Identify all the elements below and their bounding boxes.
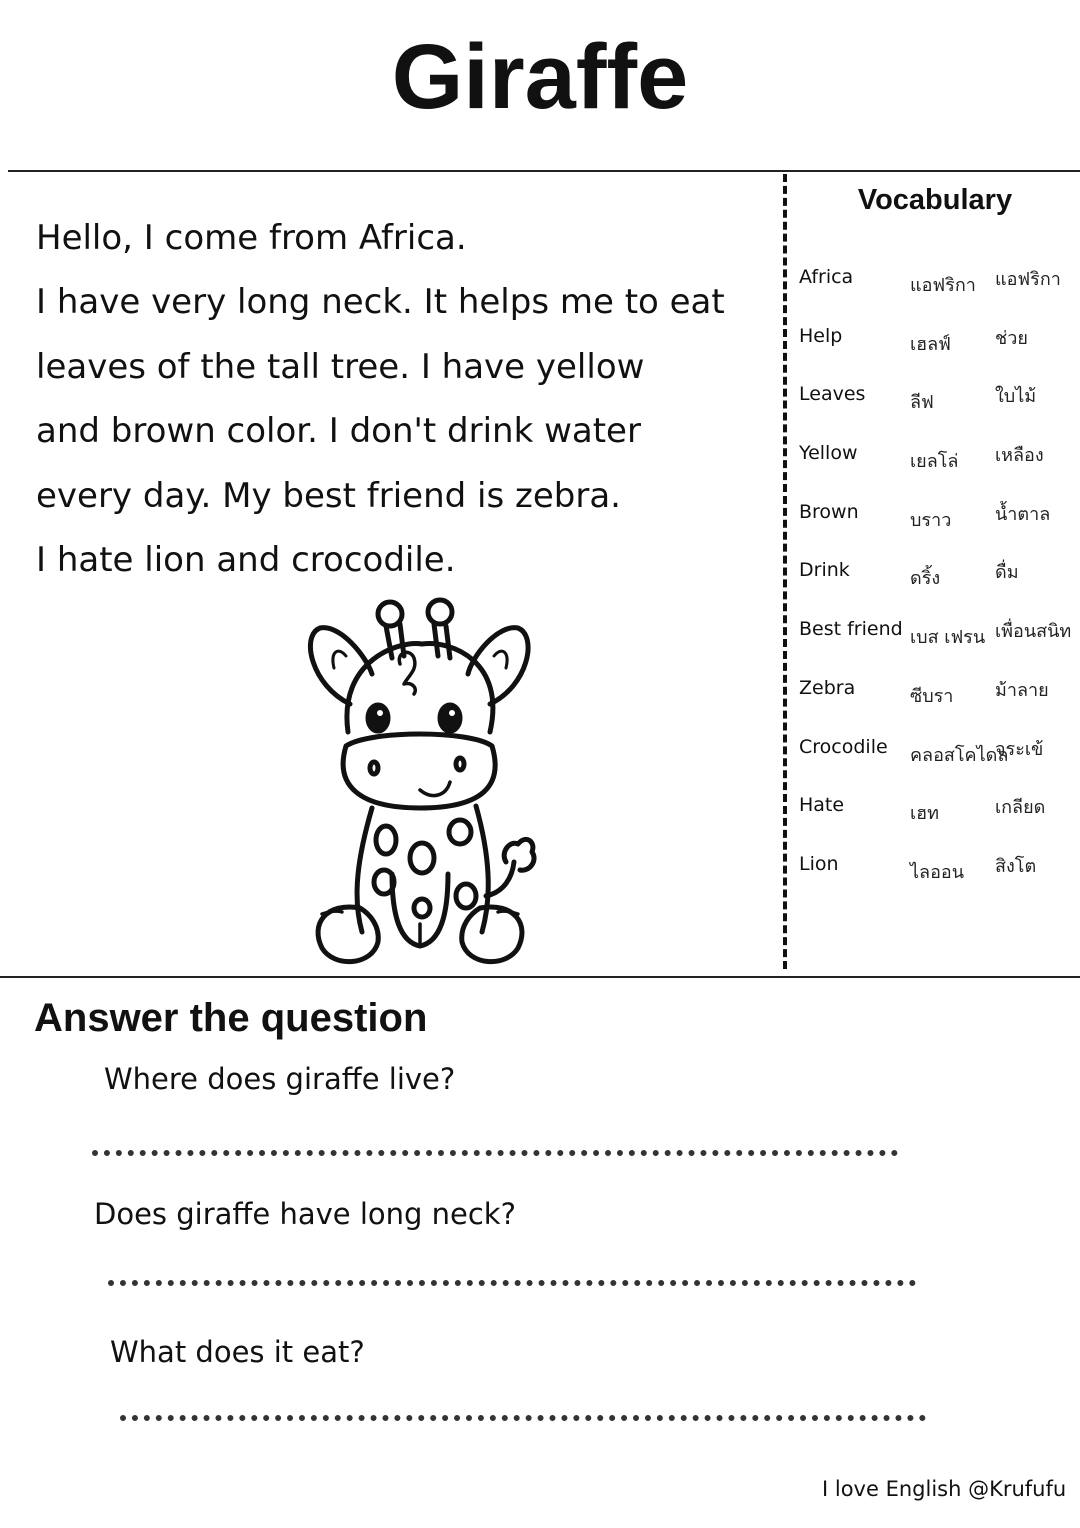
vocab-english: Drink bbox=[799, 559, 850, 582]
vocab-meaning: จระเข้ bbox=[995, 738, 1044, 760]
vocab-english: Brown bbox=[799, 500, 859, 523]
section-divider bbox=[0, 976, 1080, 978]
vocab-meaning: เกลียด bbox=[995, 797, 1046, 819]
vocab-english: Hate bbox=[799, 794, 845, 817]
vocab-meaning: ช่วย bbox=[995, 327, 1028, 349]
vocab-english: Zebra bbox=[799, 676, 856, 699]
vocab-english: Africa bbox=[799, 266, 854, 288]
credit-text: I love English @Krufufu bbox=[822, 1477, 1067, 1501]
vocab-english: Best friend bbox=[799, 618, 903, 641]
vocab-meaning: ม้าลาย bbox=[995, 679, 1049, 701]
vocab-english: Crocodile bbox=[799, 735, 888, 758]
vocab-reading: ดริ้ง bbox=[910, 568, 941, 590]
vocab-reading: คลอสโคไดล bbox=[910, 744, 1009, 766]
page-title: Giraffe bbox=[391, 26, 689, 128]
vocab-english: Lion bbox=[799, 852, 839, 875]
vocab-english: Leaves bbox=[799, 383, 866, 406]
vocabulary-list bbox=[799, 262, 1080, 908]
questions-heading: Answer the question bbox=[34, 996, 428, 1040]
story-line: leaves of the tall tree. I have yellow bbox=[36, 346, 645, 387]
vocab-row bbox=[799, 379, 1080, 438]
vocab-english: Help bbox=[799, 324, 843, 347]
vocab-row bbox=[799, 555, 1080, 614]
vocab-row bbox=[799, 321, 1080, 380]
vocab-reading: บราว bbox=[910, 509, 952, 531]
vocab-row bbox=[799, 673, 1080, 732]
vocab-row bbox=[799, 790, 1080, 849]
vocab-row bbox=[799, 849, 1080, 908]
question-1: Where does giraffe live? bbox=[104, 1062, 456, 1096]
vocab-meaning: สิงโต bbox=[995, 855, 1037, 877]
question-3: What does it eat? bbox=[110, 1335, 365, 1369]
answer-line-2[interactable] bbox=[108, 1280, 916, 1286]
vocab-meaning: เหลือง bbox=[995, 445, 1044, 467]
column-divider bbox=[783, 174, 787, 969]
vocabulary-heading: Vocabulary bbox=[857, 184, 1013, 216]
top-divider bbox=[8, 170, 1080, 172]
vocab-row bbox=[799, 614, 1080, 673]
question-2: Does giraffe have long neck? bbox=[94, 1197, 516, 1231]
vocab-reading: ไลออน bbox=[910, 861, 965, 883]
answer-line-3[interactable] bbox=[120, 1415, 926, 1421]
vocab-row bbox=[799, 732, 1080, 791]
story-line: I hate lion and crocodile. bbox=[36, 540, 456, 581]
vocab-meaning: ใบไม้ bbox=[995, 386, 1037, 408]
vocab-reading: ลีฟ bbox=[910, 392, 934, 414]
story-line: and brown color. I don't drink water bbox=[36, 411, 641, 452]
vocab-reading: เฮลฟ์ bbox=[910, 333, 951, 355]
story-line: I have very long neck. It helps me to eat bbox=[36, 282, 725, 323]
vocab-meaning: แอฟริกา bbox=[995, 269, 1061, 290]
story-line: every day. My best friend is zebra. bbox=[36, 475, 621, 516]
story-text bbox=[36, 206, 766, 592]
vocab-reading: เฮท bbox=[910, 803, 940, 825]
vocab-reading: เบส เฟรน bbox=[910, 627, 986, 649]
vocab-meaning: ดื่ม bbox=[995, 562, 1019, 584]
vocab-row bbox=[799, 497, 1080, 556]
story-line: Hello, I come from Africa. bbox=[36, 218, 467, 258]
vocab-english: Yellow bbox=[799, 442, 858, 465]
vocab-reading: เยลโล่ bbox=[910, 451, 959, 473]
vocab-reading: แอฟริกา bbox=[910, 275, 976, 296]
vocab-reading: ซีบรา bbox=[910, 685, 954, 707]
vocab-row bbox=[799, 262, 1080, 321]
vocab-meaning: เพื่อนสนิท bbox=[995, 621, 1072, 643]
giraffe-illustration bbox=[300, 596, 540, 974]
vocab-row bbox=[799, 438, 1080, 497]
answer-line-1[interactable] bbox=[92, 1150, 898, 1156]
vocab-meaning: น้ำตาล bbox=[995, 503, 1051, 525]
